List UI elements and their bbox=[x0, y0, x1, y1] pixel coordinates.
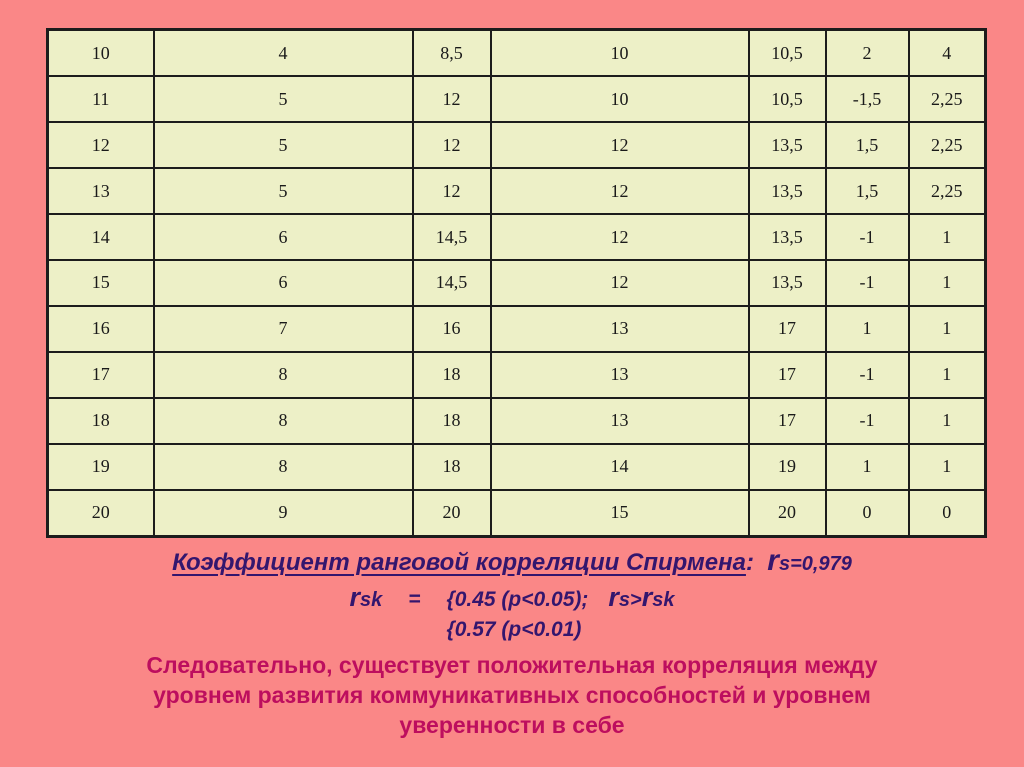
table-cell: 12 bbox=[491, 168, 749, 214]
table-cell: 1 bbox=[826, 444, 909, 490]
table-cell: 1 bbox=[909, 352, 986, 398]
table-cell: 20 bbox=[413, 490, 491, 537]
table-cell: 18 bbox=[413, 398, 491, 444]
table-cell: 11 bbox=[48, 76, 154, 122]
title-colon: : bbox=[745, 549, 754, 576]
table-cell: 0 bbox=[909, 490, 986, 537]
conclusion-text bbox=[0, 650, 1024, 740]
conclusion-line: уровнем развития коммуникативных способностей и уровнем bbox=[153, 682, 871, 708]
table-cell: 10 bbox=[48, 30, 154, 77]
table-row bbox=[48, 398, 986, 444]
table-cell: 5 bbox=[154, 168, 413, 214]
rs-value: =0,979 bbox=[790, 553, 852, 575]
table-row bbox=[48, 260, 986, 306]
case-p001: {0.57 (p<0.01) bbox=[446, 618, 582, 641]
equals-sign: = bbox=[408, 588, 421, 611]
spearman-calculation-table bbox=[46, 28, 987, 538]
table-cell: 12 bbox=[491, 214, 749, 260]
table-cell: 10 bbox=[491, 76, 749, 122]
table-cell: 17 bbox=[749, 398, 826, 444]
rsk-symbol: rsk bbox=[349, 582, 383, 612]
table-cell: 2,25 bbox=[909, 168, 986, 214]
table-cell: 1,5 bbox=[826, 122, 909, 168]
table-cell: 17 bbox=[48, 352, 154, 398]
table-cell: 20 bbox=[749, 490, 826, 537]
table-cell: 0 bbox=[826, 490, 909, 537]
table-cell: 12 bbox=[413, 76, 491, 122]
table-cell: -1 bbox=[826, 398, 909, 444]
table-cell: -1 bbox=[826, 260, 909, 306]
case-p005: {0.45 (p<0.05); rs>rsk bbox=[446, 582, 675, 612]
table-cell: 6 bbox=[154, 260, 413, 306]
table-cell: 15 bbox=[48, 260, 154, 306]
table-body bbox=[48, 30, 986, 537]
table-cell: 17 bbox=[749, 352, 826, 398]
table-cell: 13,5 bbox=[749, 214, 826, 260]
table-cell: 1 bbox=[826, 306, 909, 352]
table-cell: 1 bbox=[909, 260, 986, 306]
table-cell: 14 bbox=[48, 214, 154, 260]
table-cell: 1 bbox=[909, 444, 986, 490]
table-cell: 19 bbox=[48, 444, 154, 490]
table-cell: 8 bbox=[154, 398, 413, 444]
table-cell: 13 bbox=[491, 352, 749, 398]
table-row bbox=[48, 214, 986, 260]
table-cell: 12 bbox=[48, 122, 154, 168]
table-cell: 4 bbox=[909, 30, 986, 77]
table-cell: 6 bbox=[154, 214, 413, 260]
critical-value-formula bbox=[0, 582, 1024, 644]
table-cell: 15 bbox=[491, 490, 749, 537]
rs-greater-rsk: rs>rsk bbox=[608, 582, 675, 612]
table-cell: 13,5 bbox=[749, 260, 826, 306]
table-cell: 18 bbox=[48, 398, 154, 444]
rs-symbol: r bbox=[767, 544, 779, 577]
table-cell: 8,5 bbox=[413, 30, 491, 77]
table-cell: 2,25 bbox=[909, 76, 986, 122]
table-cell: 16 bbox=[48, 306, 154, 352]
table-row bbox=[48, 76, 986, 122]
table-cell: 14,5 bbox=[413, 214, 491, 260]
table-cell: 5 bbox=[154, 122, 413, 168]
table-cell: 7 bbox=[154, 306, 413, 352]
table-cell: 16 bbox=[413, 306, 491, 352]
table-cell: 17 bbox=[749, 306, 826, 352]
conclusion-line: Следовательно, существует положительная корреляция между bbox=[146, 652, 878, 678]
table-cell: 1 bbox=[909, 398, 986, 444]
spearman-title bbox=[0, 544, 1024, 583]
table-cell: 13 bbox=[48, 168, 154, 214]
table-cell: 19 bbox=[749, 444, 826, 490]
caption-block bbox=[0, 544, 1024, 740]
table-cell: 20 bbox=[48, 490, 154, 537]
table-cell: 10,5 bbox=[749, 30, 826, 77]
table-cell: 13 bbox=[491, 398, 749, 444]
table-cell: 5 bbox=[154, 76, 413, 122]
table-cell: 18 bbox=[413, 352, 491, 398]
table-cell: 13,5 bbox=[749, 168, 826, 214]
table-cell: 13,5 bbox=[749, 122, 826, 168]
table-cell: 10,5 bbox=[749, 76, 826, 122]
table-cell: 8 bbox=[154, 352, 413, 398]
table-cell: 13 bbox=[491, 306, 749, 352]
table-cell: 1 bbox=[909, 214, 986, 260]
table-cell: 9 bbox=[154, 490, 413, 537]
table-cell: 12 bbox=[491, 122, 749, 168]
table-row bbox=[48, 444, 986, 490]
table-row bbox=[48, 352, 986, 398]
table-cell: 12 bbox=[491, 260, 749, 306]
table-row bbox=[48, 490, 986, 537]
table-cell: -1 bbox=[826, 352, 909, 398]
table-cell: 1 bbox=[909, 306, 986, 352]
critical-values-cases bbox=[446, 582, 675, 644]
table-cell: 4 bbox=[154, 30, 413, 77]
table-cell: 12 bbox=[413, 122, 491, 168]
table-cell: 18 bbox=[413, 444, 491, 490]
table-row bbox=[48, 168, 986, 214]
table-cell: -1 bbox=[826, 214, 909, 260]
table-cell: 2 bbox=[826, 30, 909, 77]
table-row bbox=[48, 306, 986, 352]
table-cell: 14,5 bbox=[413, 260, 491, 306]
table-cell: 10 bbox=[491, 30, 749, 77]
rs-subscript: s bbox=[778, 553, 791, 575]
table-cell: 14 bbox=[491, 444, 749, 490]
title-underlined-text: Коэффициент ранговой корреляции Спирмена bbox=[172, 549, 746, 576]
conclusion-line: уверенности в себе bbox=[399, 712, 625, 738]
table-cell: -1,5 bbox=[826, 76, 909, 122]
table-cell: 12 bbox=[413, 168, 491, 214]
table-row bbox=[48, 122, 986, 168]
table-cell: 2,25 bbox=[909, 122, 986, 168]
table-row bbox=[48, 30, 986, 77]
table-cell: 8 bbox=[154, 444, 413, 490]
table-cell: 1,5 bbox=[826, 168, 909, 214]
